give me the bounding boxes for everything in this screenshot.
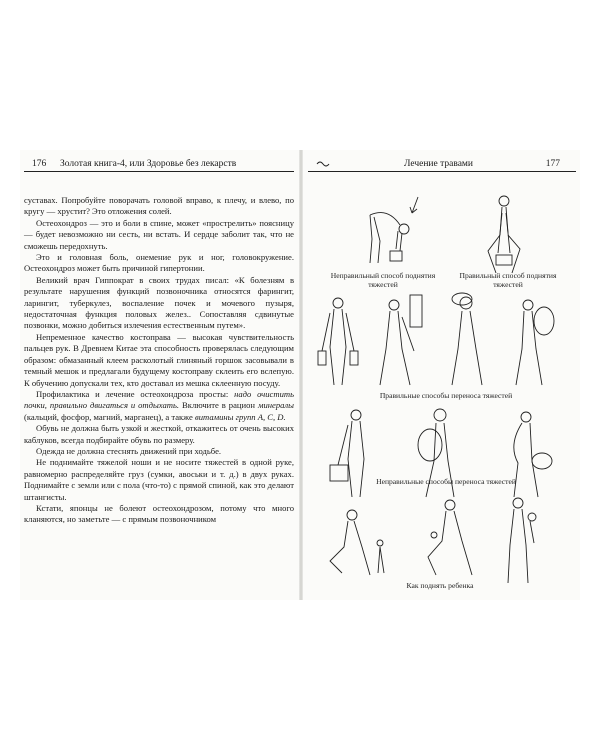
- ornament-icon: [316, 160, 330, 168]
- left-body-text: [24, 195, 294, 526]
- paragraph: Остеохондроз — это и боли в спине, может «прострелить» поясницу — будет невозможно ни сесть, ни встать. И сердце заболит так, что не сможешь передохнуть.: [24, 217, 294, 251]
- paragraph: Это и головная боль, онемение рук и ног, головокружение. Остеохондроз может быть причиной гипертонии.: [24, 252, 294, 274]
- paragraph: Кстати, японцы не болеют остеохондрозом, потому что много кланяются, но заметьте — с прямым позвоночником: [24, 502, 294, 525]
- figure-right-carry: [316, 291, 566, 391]
- book-spine: [299, 150, 303, 600]
- caption-right-carry: Правильные способы переноса тяжестей: [379, 391, 513, 400]
- left-running-head: Золотая книга-4, или Здоровье без лекарств: [60, 159, 237, 169]
- caption-right-lift: Правильный способ поднятия тяжестей: [459, 271, 557, 289]
- figure-right-lift: [478, 191, 538, 281]
- left-running-header: [24, 155, 294, 172]
- caption-wrong-carry: Неправильные способы переноса тяжестей: [376, 477, 516, 486]
- caption-child-lift: Как поднять ребенка: [406, 581, 474, 590]
- figure-wrong-lift: [340, 191, 430, 269]
- paragraph-prophylaxis: Профилактика и лечение остеохондроза просты: надо очистить почки, правильно двигаться и отдыхать. Включите в рацион минералы (кальций, фосфор, магний, марганец), а также витамины групп А, С, D.: [24, 388, 294, 422]
- paragraph: Непременное качество костоправа — высокая чувствительность пальцев рук. В Древнем Китае эта способность проверялась следующим образом: обмазанный клеем расколотый глиняный горшок засовывали в темный мешок и предлагали будущему костоправу склеить его вслепую. К обучению допускали тех, кто доставал из мешка склеенную посуду.: [24, 331, 294, 388]
- caption-wrong-lift: Неправильный способ поднятия тяжестей: [330, 271, 436, 289]
- right-running-head: Лечение травами: [404, 159, 474, 169]
- figure-wrong-carry: [328, 405, 568, 505]
- paragraph: суставах. Попробуйте поворачать головой вправо, к плечу, и влево, по кругу — хрустит? Это отложения солей.: [24, 195, 294, 217]
- figure-child-lift: [322, 495, 562, 587]
- paragraph: Одежда не должна стеснять движений при ходьбе.: [36, 445, 222, 456]
- paragraph: Не поднимайте тяжелой ноши и не носите тяжестей в одной руке, равномерно распределяйте груз (сумки, авоськи и т. д.) в двух руках. Поднимайте с земли или с пола (что-то) с прямой спиной, как это делают штангисты.: [24, 457, 294, 502]
- right-running-header: [308, 155, 576, 172]
- paragraph: Обувь не должна быть узкой и жесткой, откажитесь от очень высоких каблуков, всегда подбирайте обувь по размеру.: [24, 423, 294, 445]
- paragraph: Великий врач Гиппократ в своих трудах писал: «К болезням в результате нарушения функций позвоночника относятся фарингит, ларингит, туберкулез, воспаление почек и мочевого пузыря, недостаточная функция половых желез.. Сопоставляя сдвинутые позвонки, можно добиться излечения естественным путем».: [24, 274, 294, 331]
- left-page: [24, 155, 294, 595]
- left-page-number: 176: [32, 159, 47, 169]
- right-page: [308, 155, 576, 595]
- right-page-number: 177: [545, 159, 560, 169]
